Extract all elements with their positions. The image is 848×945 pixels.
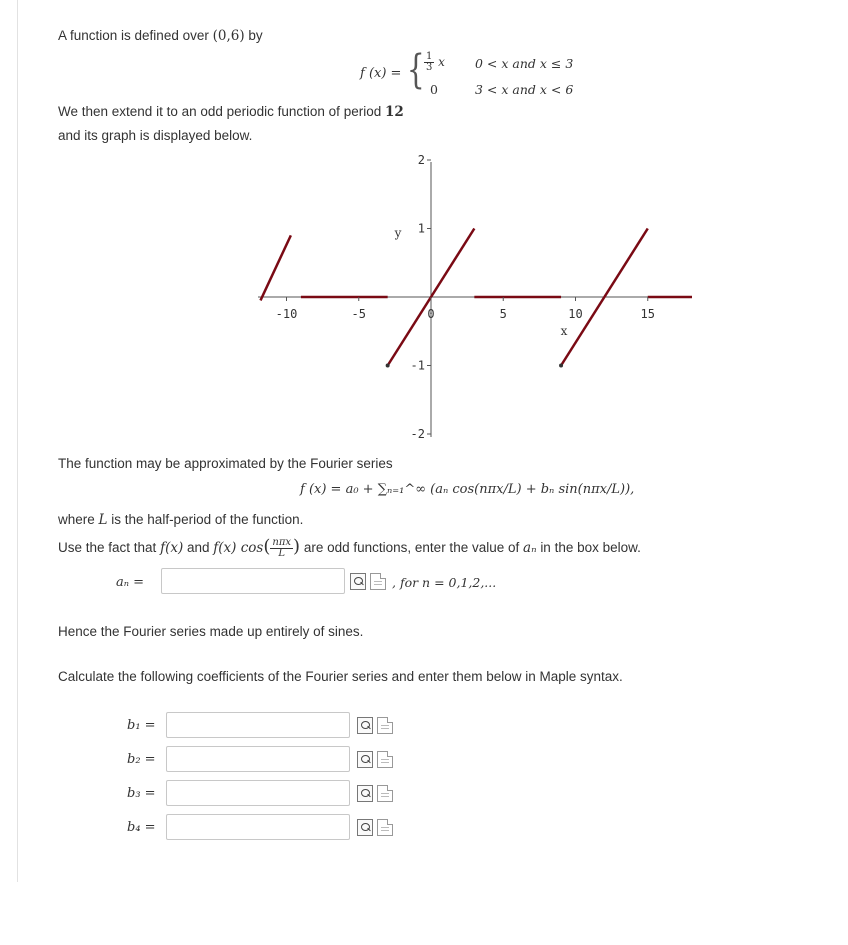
cos-fraction xyxy=(270,538,293,559)
b4-input[interactable] xyxy=(166,814,350,840)
x-tick-label: 0 xyxy=(427,307,435,321)
fxcos-symbol: f(x) cos xyxy=(213,540,264,556)
b2-syntax-help-icon[interactable] xyxy=(377,751,393,768)
x-tick-label: 5 xyxy=(499,307,507,321)
fourier-intro: The function may be approximated by the Fourier series xyxy=(58,456,393,471)
endpoint-dot xyxy=(386,364,390,368)
where-line xyxy=(58,512,303,528)
an-symbol: aₙ xyxy=(523,540,537,556)
x-tick-label: -10 xyxy=(275,307,298,321)
fx-symbol: f(x) xyxy=(160,540,184,556)
x-tick-label: 15 xyxy=(640,307,655,321)
b4-syntax-help-icon[interactable] xyxy=(377,819,393,836)
b3-syntax-help-icon[interactable] xyxy=(377,785,393,802)
b2-preview-icon[interactable] xyxy=(357,751,373,768)
where-rest: is the half-period of the function. xyxy=(111,512,304,527)
fourier-formula: f (x) = a₀ + ∑ₙ₌₁^∞ (aₙ cos(nπx/L) + bₙ sin(nπx/L)), xyxy=(300,482,635,497)
b4-preview-icon[interactable] xyxy=(357,819,373,836)
b1-syntax-help-icon[interactable] xyxy=(377,717,393,734)
piecewise-case2-cond: 3 < x and x < 6 xyxy=(475,82,574,97)
hence-text: Hence the Fourier series made up entirely of sines. xyxy=(58,624,364,639)
x-axis-label: x xyxy=(560,324,568,338)
case1-var: x xyxy=(438,55,445,70)
piecewise-lhs: f (x) = xyxy=(360,66,402,81)
endpoint-dot xyxy=(559,364,563,368)
cos-den: L xyxy=(278,547,286,559)
extend-text: We then extend it to an odd periodic function of period xyxy=(58,104,382,119)
b1-preview-icon[interactable] xyxy=(357,717,373,734)
case1-num: 1 xyxy=(426,51,433,62)
y-tick-label: -1 xyxy=(410,358,425,373)
paren-open: ( xyxy=(263,536,271,557)
intro-by: by xyxy=(248,28,263,43)
b2-label: b₂ = xyxy=(127,752,156,767)
preview-icon[interactable] xyxy=(350,573,366,590)
intro-line: A function is defined over xyxy=(58,28,209,43)
y-tick-label: 2 xyxy=(417,153,425,167)
an-input[interactable] xyxy=(161,568,345,594)
odd-rest: are odd functions, enter the value of xyxy=(303,540,520,555)
where-word: where xyxy=(58,512,95,527)
segment-left-slope xyxy=(260,235,290,300)
an-for-text: , for n = 0,1,2,... xyxy=(392,575,497,590)
use-fact-line xyxy=(58,536,641,559)
use-fact-text: Use the fact that xyxy=(58,540,157,555)
b1-input[interactable] xyxy=(166,712,350,738)
b1-label: b₁ = xyxy=(127,718,156,733)
L-symbol: L xyxy=(98,512,108,528)
an-label: aₙ = xyxy=(116,575,145,590)
cos-num: nπx xyxy=(272,536,292,548)
in-box-text: in the box below. xyxy=(540,540,641,555)
calculate-text: Calculate the following coefficients of the Fourier series and enter them below in Maple syntax. xyxy=(58,669,623,684)
and-word: and xyxy=(187,540,210,555)
piecewise-case2-value: 0 xyxy=(430,82,438,97)
paren-close: ) xyxy=(293,536,301,557)
b2-input[interactable] xyxy=(166,746,350,772)
syntax-help-icon[interactable] xyxy=(370,573,386,590)
piecewise-brace: { xyxy=(406,47,425,93)
x-tick-label: -5 xyxy=(351,307,366,321)
case1-den: 3 xyxy=(426,62,433,73)
y-tick-label: -2 xyxy=(410,427,425,441)
b3-preview-icon[interactable] xyxy=(357,785,373,802)
y-tick-label: 1 xyxy=(417,221,425,236)
extend-line-2: and its graph is displayed below. xyxy=(58,128,253,143)
x-tick-label: 10 xyxy=(568,307,583,321)
period-value: 12 xyxy=(384,104,404,120)
y-axis-label: y xyxy=(394,226,402,240)
piecewise-case1-cond: 0 < x and x ≤ 3 xyxy=(475,56,574,71)
b3-label: b₃ = xyxy=(127,786,156,801)
interval: (0,6) xyxy=(212,28,245,44)
b3-input[interactable] xyxy=(166,780,350,806)
b4-label: b₄ = xyxy=(127,820,156,835)
